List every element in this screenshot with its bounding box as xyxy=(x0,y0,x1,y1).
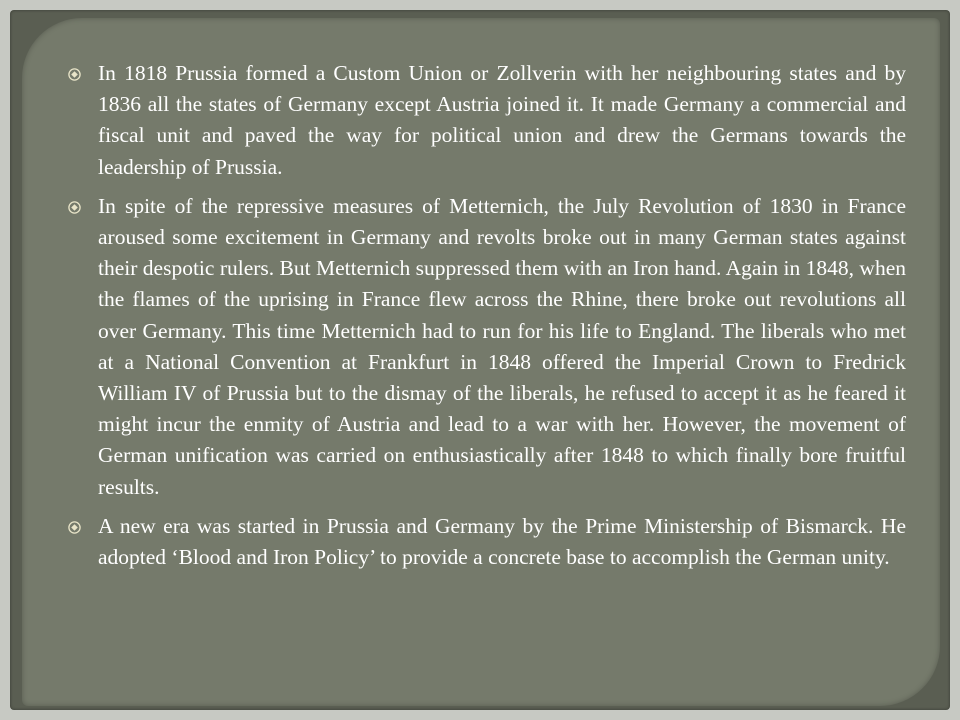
circled-diamond-bullet-icon xyxy=(68,201,81,214)
bullet-item-bismarck xyxy=(68,511,906,573)
bullet-item-zollverein xyxy=(68,58,906,183)
circled-diamond-bullet-icon xyxy=(68,68,81,81)
bullet-text: A new era was started in Prussia and Germany by the Prime Ministership of Bismarck. He adopted ‘Blood and Iron Policy’ to provide a concrete base to accomplish the German unity. xyxy=(98,513,906,570)
circled-diamond-bullet-icon xyxy=(68,521,81,534)
slide-content xyxy=(68,58,906,573)
bullet-text: In spite of the repressive measures of Metternich, the July Revolution of 1830 in France aroused some excitement in Germany and revolts broke out in many German states against their despotic rulers. But Metternich suppressed them with an Iron hand. Again in 1848, when the flames of the uprising in France flew across the Rhine, there broke out revolutions all over Germany. This time Metternich had to run for his life to England. The liberals who met at a National Convention at Frankfurt in 1848 offered the Imperial Crown to Fredrick William IV of Prussia but to the dismay of the liberals, he refused to accept it as he feared it might incur the enmity of Austria and lead to a war with her. However, the movement of German unification was carried on enthusiastically after 1848 to which finally bore fruitful results. xyxy=(98,193,906,499)
bullet-text: In 1818 Prussia formed a Custom Union or Zollverin with her neighbouring states and by 1836 all the states of Germany except Austria joined it. It made Germany a commercial and fiscal unit and paved the way for political union and drew the Germans towards the leadership of Prussia. xyxy=(98,61,906,179)
bullet-item-revolutions xyxy=(68,191,906,503)
